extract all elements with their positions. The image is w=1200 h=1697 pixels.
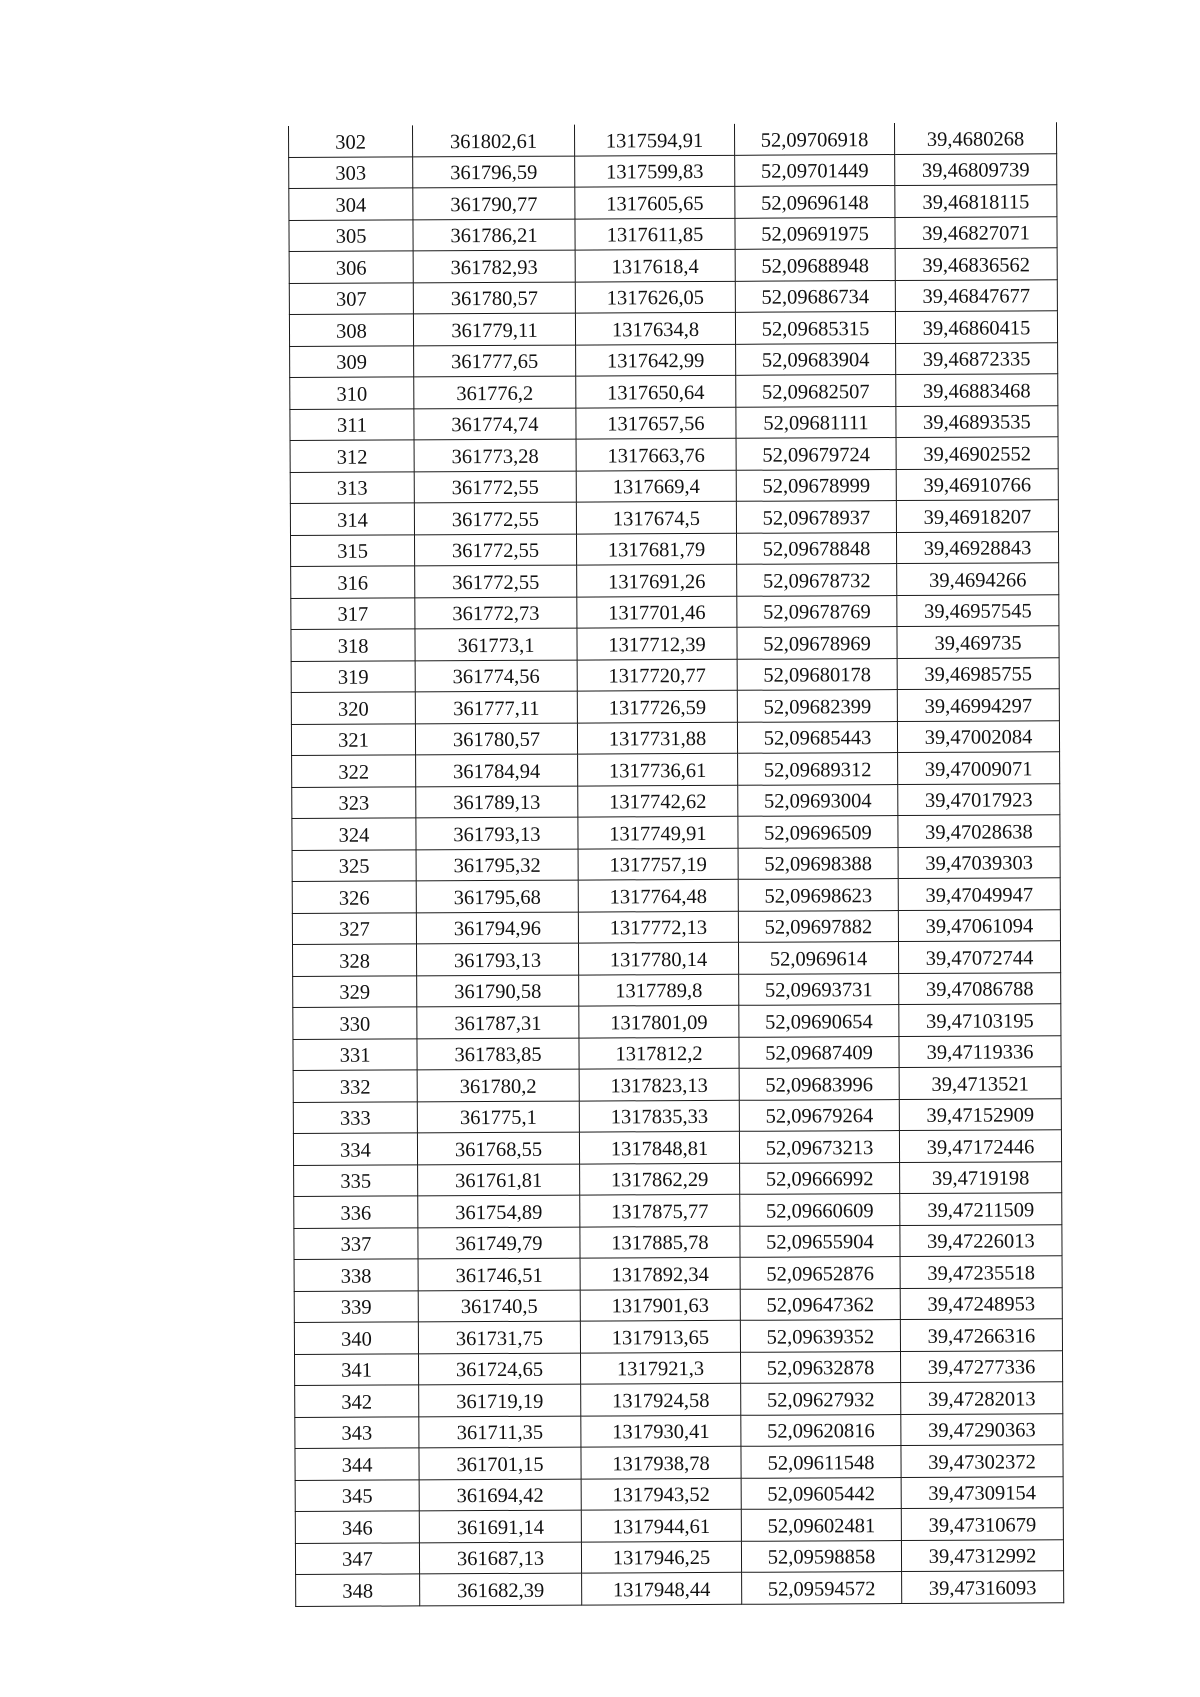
y-coordinate-cell: 1317757,19 — [578, 848, 738, 880]
table-row — [289, 216, 1057, 251]
point-number-cell: 302 — [289, 125, 413, 157]
table-row — [290, 531, 1058, 566]
table-row — [292, 752, 1060, 787]
x-coordinate-cell: 361795,68 — [416, 880, 578, 912]
x-coordinate-cell: 361777,65 — [414, 345, 576, 377]
table-row — [295, 1382, 1063, 1417]
point-number-cell: 305 — [289, 219, 413, 251]
table-row — [292, 909, 1060, 944]
point-number-cell: 332 — [293, 1070, 417, 1102]
longitude-cell: 39,46985755 — [897, 657, 1059, 689]
point-number-cell: 337 — [294, 1227, 418, 1259]
y-coordinate-cell: 1317611,85 — [575, 218, 735, 250]
y-coordinate-cell: 1317946,25 — [581, 1541, 741, 1573]
longitude-cell: 39,46893535 — [896, 405, 1058, 437]
longitude-cell: 39,47248953 — [900, 1287, 1062, 1319]
point-number-cell: 338 — [294, 1259, 418, 1291]
x-coordinate-cell: 361775,1 — [417, 1101, 579, 1133]
latitude-cell: 52,09679724 — [736, 438, 896, 470]
table-row — [292, 783, 1060, 818]
longitude-cell: 39,4694266 — [897, 563, 1059, 595]
table-row — [291, 594, 1059, 629]
longitude-cell: 39,47302372 — [901, 1445, 1063, 1477]
table-row — [289, 311, 1057, 346]
longitude-cell: 39,4719198 — [900, 1161, 1062, 1193]
latitude-cell: 52,09683904 — [736, 343, 896, 375]
longitude-cell: 39,46872335 — [896, 342, 1058, 374]
table-row — [295, 1508, 1063, 1543]
y-coordinate-cell: 1317691,26 — [577, 564, 737, 596]
point-number-cell: 341 — [295, 1353, 419, 1385]
longitude-cell: 39,47061094 — [898, 909, 1060, 941]
longitude-cell: 39,47086788 — [899, 972, 1061, 1004]
latitude-cell: 52,09678769 — [737, 595, 897, 627]
point-number-cell: 325 — [292, 849, 416, 881]
latitude-cell: 52,09611548 — [741, 1446, 901, 1478]
x-coordinate-cell: 361773,28 — [414, 439, 576, 471]
x-coordinate-cell: 361794,96 — [416, 912, 578, 944]
x-coordinate-cell: 361783,85 — [417, 1038, 579, 1070]
y-coordinate-cell: 1317749,91 — [578, 816, 738, 848]
x-coordinate-cell: 361761,81 — [418, 1164, 580, 1196]
table-row — [294, 1161, 1062, 1196]
table-row — [290, 374, 1058, 409]
x-coordinate-cell: 361780,2 — [417, 1069, 579, 1101]
longitude-cell: 39,46883468 — [896, 374, 1058, 406]
latitude-cell: 52,09605442 — [741, 1477, 901, 1509]
longitude-cell: 39,46918207 — [896, 500, 1058, 532]
table-row — [289, 153, 1057, 188]
latitude-cell: 52,09655904 — [740, 1225, 900, 1257]
point-number-cell: 318 — [291, 629, 415, 661]
y-coordinate-cell: 1317626,05 — [575, 281, 735, 313]
latitude-cell: 52,09693731 — [739, 973, 899, 1005]
x-coordinate-cell: 361711,35 — [419, 1416, 581, 1448]
longitude-cell: 39,46809739 — [895, 153, 1057, 185]
table-row — [289, 185, 1057, 220]
x-coordinate-cell: 361740,5 — [418, 1290, 580, 1322]
x-coordinate-cell: 361694,42 — [419, 1479, 581, 1511]
table-row — [296, 1571, 1064, 1606]
y-coordinate-cell: 1317726,59 — [577, 690, 737, 722]
longitude-cell: 39,47235518 — [900, 1256, 1062, 1288]
longitude-cell: 39,47309154 — [901, 1476, 1063, 1508]
latitude-cell: 52,09696509 — [738, 816, 898, 848]
latitude-cell: 52,09685315 — [735, 312, 895, 344]
point-number-cell: 342 — [295, 1385, 419, 1417]
y-coordinate-cell: 1317669,4 — [576, 470, 736, 502]
point-number-cell: 308 — [289, 314, 413, 346]
x-coordinate-cell: 361780,57 — [415, 723, 577, 755]
x-coordinate-cell: 361754,89 — [418, 1195, 580, 1227]
point-number-cell: 313 — [290, 471, 414, 503]
y-coordinate-cell: 1317764,48 — [578, 879, 738, 911]
latitude-cell: 52,09598858 — [741, 1540, 901, 1572]
table-row — [289, 248, 1057, 283]
y-coordinate-cell: 1317634,8 — [575, 312, 735, 344]
latitude-cell: 52,09680178 — [737, 658, 897, 690]
point-number-cell: 307 — [289, 282, 413, 314]
latitude-cell: 52,09679264 — [739, 1099, 899, 1131]
table-row — [292, 846, 1060, 881]
x-coordinate-cell: 361772,55 — [414, 534, 576, 566]
x-coordinate-cell: 361772,55 — [414, 502, 576, 534]
point-number-cell: 330 — [293, 1007, 417, 1039]
longitude-cell: 39,47211509 — [900, 1193, 1062, 1225]
longitude-cell: 39,47277336 — [900, 1350, 1062, 1382]
table-row — [295, 1413, 1063, 1448]
point-number-cell: 331 — [293, 1038, 417, 1070]
longitude-cell: 39,46860415 — [895, 311, 1057, 343]
y-coordinate-cell: 1317823,13 — [579, 1068, 739, 1100]
table-row — [292, 815, 1060, 850]
latitude-cell: 52,09666992 — [740, 1162, 900, 1194]
table-row — [293, 972, 1061, 1007]
y-coordinate-cell: 1317924,58 — [581, 1383, 741, 1415]
longitude-cell: 39,47290363 — [901, 1413, 1063, 1445]
y-coordinate-cell: 1317599,83 — [575, 155, 735, 187]
point-number-cell: 306 — [289, 251, 413, 283]
longitude-cell: 39,47017923 — [898, 783, 1060, 815]
latitude-cell: 52,09681111 — [736, 406, 896, 438]
table-row — [293, 1035, 1061, 1070]
latitude-cell: 52,09673213 — [739, 1131, 899, 1163]
x-coordinate-cell: 361687,13 — [419, 1542, 581, 1574]
latitude-cell: 52,09685443 — [737, 721, 897, 753]
latitude-cell: 52,09698623 — [738, 879, 898, 911]
x-coordinate-cell: 361691,14 — [419, 1510, 581, 1542]
longitude-cell: 39,47009071 — [898, 752, 1060, 784]
point-number-cell: 346 — [295, 1511, 419, 1543]
x-coordinate-cell: 361749,79 — [418, 1227, 580, 1259]
y-coordinate-cell: 1317663,76 — [576, 438, 736, 470]
table-row — [289, 279, 1057, 314]
x-coordinate-cell: 361776,2 — [414, 376, 576, 408]
point-number-cell: 343 — [295, 1416, 419, 1448]
longitude-cell: 39,46957545 — [897, 594, 1059, 626]
table-row — [294, 1256, 1062, 1291]
longitude-cell: 39,47266316 — [900, 1319, 1062, 1351]
latitude-cell: 52,09627932 — [741, 1383, 901, 1415]
longitude-cell: 39,46827071 — [895, 216, 1057, 248]
latitude-cell: 52,09652876 — [740, 1257, 900, 1289]
y-coordinate-cell: 1317674,5 — [576, 501, 736, 533]
x-coordinate-cell: 361796,59 — [413, 156, 575, 188]
y-coordinate-cell: 1317642,99 — [576, 344, 736, 376]
longitude-cell: 39,47152909 — [899, 1098, 1061, 1130]
x-coordinate-cell: 361768,55 — [417, 1132, 579, 1164]
table-row — [291, 720, 1059, 755]
point-number-cell: 334 — [293, 1133, 417, 1165]
longitude-cell: 39,4680268 — [894, 122, 1056, 154]
point-number-cell: 329 — [293, 975, 417, 1007]
y-coordinate-cell: 1317892,34 — [580, 1257, 740, 1289]
x-coordinate-cell: 361790,77 — [413, 187, 575, 219]
x-coordinate-cell: 361701,15 — [419, 1447, 581, 1479]
table-row — [290, 500, 1058, 535]
y-coordinate-cell: 1317812,2 — [579, 1037, 739, 1069]
point-number-cell: 333 — [293, 1101, 417, 1133]
x-coordinate-cell: 361789,13 — [416, 786, 578, 818]
table-row — [290, 342, 1058, 377]
table-row — [295, 1539, 1063, 1574]
point-number-cell: 309 — [290, 345, 414, 377]
latitude-cell: 52,09682399 — [737, 690, 897, 722]
longitude-cell: 39,46818115 — [895, 185, 1057, 217]
longitude-cell: 39,47002084 — [897, 720, 1059, 752]
y-coordinate-cell: 1317594,91 — [574, 124, 734, 156]
latitude-cell: 52,09693004 — [738, 784, 898, 816]
latitude-cell: 52,09697882 — [738, 910, 898, 942]
y-coordinate-cell: 1317720,77 — [577, 659, 737, 691]
latitude-cell: 52,09698388 — [738, 847, 898, 879]
point-number-cell: 345 — [295, 1479, 419, 1511]
x-coordinate-cell: 361773,1 — [415, 628, 577, 660]
coordinates-table — [288, 122, 1064, 1606]
point-number-cell: 311 — [290, 408, 414, 440]
x-coordinate-cell: 361784,94 — [416, 754, 578, 786]
x-coordinate-cell: 361719,19 — [419, 1384, 581, 1416]
table-row — [295, 1445, 1063, 1480]
latitude-cell: 52,09632878 — [740, 1351, 900, 1383]
table-row — [293, 1067, 1061, 1102]
table-row — [295, 1476, 1063, 1511]
longitude-cell: 39,47049947 — [898, 878, 1060, 910]
table-row — [291, 626, 1059, 661]
longitude-cell: 39,47226013 — [900, 1224, 1062, 1256]
latitude-cell: 52,09689312 — [738, 753, 898, 785]
latitude-cell: 52,09678732 — [737, 564, 897, 596]
y-coordinate-cell: 1317885,78 — [580, 1226, 740, 1258]
point-number-cell: 314 — [290, 503, 414, 535]
point-number-cell: 328 — [292, 944, 416, 976]
y-coordinate-cell: 1317943,52 — [581, 1478, 741, 1510]
x-coordinate-cell: 361793,13 — [416, 817, 578, 849]
y-coordinate-cell: 1317701,46 — [577, 596, 737, 628]
table-row — [294, 1224, 1062, 1259]
longitude-cell: 39,46928843 — [896, 531, 1058, 563]
y-coordinate-cell: 1317801,09 — [579, 1005, 739, 1037]
longitude-cell: 39,46994297 — [897, 689, 1059, 721]
table-row — [293, 1004, 1061, 1039]
latitude-cell: 52,09706918 — [734, 123, 894, 155]
longitude-cell: 39,47103195 — [899, 1004, 1061, 1036]
latitude-cell: 52,09660609 — [740, 1194, 900, 1226]
table-row — [294, 1319, 1062, 1354]
point-number-cell: 326 — [292, 881, 416, 913]
point-number-cell: 340 — [294, 1322, 418, 1354]
y-coordinate-cell: 1317848,81 — [579, 1131, 739, 1163]
table-row — [290, 437, 1058, 472]
table-row — [290, 468, 1058, 503]
y-coordinate-cell: 1317875,77 — [580, 1194, 740, 1226]
latitude-cell: 52,09678937 — [736, 501, 896, 533]
table-row — [289, 122, 1057, 157]
table-row — [291, 689, 1059, 724]
latitude-cell: 52,09602481 — [741, 1509, 901, 1541]
point-number-cell: 323 — [292, 786, 416, 818]
x-coordinate-cell: 361786,21 — [413, 219, 575, 251]
latitude-cell: 52,0969614 — [738, 942, 898, 974]
latitude-cell: 52,09688948 — [735, 249, 895, 281]
y-coordinate-cell: 1317780,14 — [578, 942, 738, 974]
latitude-cell: 52,09678848 — [736, 532, 896, 564]
x-coordinate-cell: 361795,32 — [416, 849, 578, 881]
x-coordinate-cell: 361780,57 — [413, 282, 575, 314]
latitude-cell: 52,09701449 — [735, 154, 895, 186]
y-coordinate-cell: 1317938,78 — [581, 1446, 741, 1478]
latitude-cell: 52,09594572 — [742, 1572, 902, 1604]
y-coordinate-cell: 1317650,64 — [576, 375, 736, 407]
table-row — [291, 563, 1059, 598]
latitude-cell: 52,09678969 — [737, 627, 897, 659]
y-coordinate-cell: 1317681,79 — [576, 533, 736, 565]
point-number-cell: 304 — [289, 188, 413, 220]
y-coordinate-cell: 1317913,65 — [580, 1320, 740, 1352]
longitude-cell: 39,47039303 — [898, 846, 1060, 878]
table-row — [295, 1350, 1063, 1385]
point-number-cell: 348 — [296, 1574, 420, 1606]
x-coordinate-cell: 361802,61 — [412, 125, 574, 157]
latitude-cell: 52,09639352 — [740, 1320, 900, 1352]
table-row — [292, 878, 1060, 913]
x-coordinate-cell: 361682,39 — [420, 1573, 582, 1605]
point-number-cell: 312 — [290, 440, 414, 472]
longitude-cell: 39,46910766 — [896, 468, 1058, 500]
x-coordinate-cell: 361774,56 — [415, 660, 577, 692]
point-number-cell: 335 — [294, 1164, 418, 1196]
point-number-cell: 310 — [290, 377, 414, 409]
y-coordinate-cell: 1317736,61 — [578, 753, 738, 785]
x-coordinate-cell: 361731,75 — [418, 1321, 580, 1353]
latitude-cell: 52,09682507 — [736, 375, 896, 407]
longitude-cell: 39,47316093 — [902, 1571, 1064, 1603]
y-coordinate-cell: 1317657,56 — [576, 407, 736, 439]
point-number-cell: 303 — [289, 156, 413, 188]
latitude-cell: 52,09691975 — [735, 217, 895, 249]
latitude-cell: 52,09690654 — [739, 1005, 899, 1037]
y-coordinate-cell: 1317921,3 — [580, 1352, 740, 1384]
longitude-cell: 39,46836562 — [895, 248, 1057, 280]
y-coordinate-cell: 1317901,63 — [580, 1289, 740, 1321]
y-coordinate-cell: 1317712,39 — [577, 627, 737, 659]
x-coordinate-cell: 361772,55 — [415, 565, 577, 597]
point-number-cell: 315 — [290, 534, 414, 566]
point-number-cell: 324 — [292, 818, 416, 850]
longitude-cell: 39,47310679 — [901, 1508, 1063, 1540]
point-number-cell: 316 — [291, 566, 415, 598]
longitude-cell: 39,46847677 — [895, 279, 1057, 311]
latitude-cell: 52,09696148 — [735, 186, 895, 218]
x-coordinate-cell: 361793,13 — [416, 943, 578, 975]
x-coordinate-cell: 361774,74 — [414, 408, 576, 440]
point-number-cell: 317 — [291, 597, 415, 629]
point-number-cell: 321 — [291, 723, 415, 755]
point-number-cell: 320 — [291, 692, 415, 724]
point-number-cell: 344 — [295, 1448, 419, 1480]
x-coordinate-cell: 361777,11 — [415, 691, 577, 723]
x-coordinate-cell: 361724,65 — [418, 1353, 580, 1385]
x-coordinate-cell: 361790,58 — [417, 975, 579, 1007]
table-row — [293, 1098, 1061, 1133]
point-number-cell: 336 — [294, 1196, 418, 1228]
latitude-cell: 52,09686734 — [735, 280, 895, 312]
table-row — [290, 405, 1058, 440]
point-number-cell: 339 — [294, 1290, 418, 1322]
point-number-cell: 322 — [292, 755, 416, 787]
y-coordinate-cell: 1317930,41 — [581, 1415, 741, 1447]
longitude-cell: 39,469735 — [897, 626, 1059, 658]
longitude-cell: 39,47282013 — [901, 1382, 1063, 1414]
table-row — [294, 1193, 1062, 1228]
latitude-cell: 52,09683996 — [739, 1068, 899, 1100]
table-row — [294, 1287, 1062, 1322]
table-row — [291, 657, 1059, 692]
y-coordinate-cell: 1317772,13 — [578, 911, 738, 943]
y-coordinate-cell: 1317944,61 — [581, 1509, 741, 1541]
y-coordinate-cell: 1317731,88 — [577, 722, 737, 754]
point-number-cell: 319 — [291, 660, 415, 692]
y-coordinate-cell: 1317742,62 — [578, 785, 738, 817]
x-coordinate-cell: 361787,31 — [417, 1006, 579, 1038]
table-row — [292, 941, 1060, 976]
longitude-cell: 39,47312992 — [901, 1539, 1063, 1571]
longitude-cell: 39,47172446 — [899, 1130, 1061, 1162]
latitude-cell: 52,09678999 — [736, 469, 896, 501]
y-coordinate-cell: 1317835,33 — [579, 1100, 739, 1132]
longitude-cell: 39,4713521 — [899, 1067, 1061, 1099]
table-row — [293, 1130, 1061, 1165]
latitude-cell: 52,09620816 — [741, 1414, 901, 1446]
latitude-cell: 52,09647362 — [740, 1288, 900, 1320]
y-coordinate-cell: 1317789,8 — [579, 974, 739, 1006]
x-coordinate-cell: 361782,93 — [413, 250, 575, 282]
longitude-cell: 39,47028638 — [898, 815, 1060, 847]
x-coordinate-cell: 361746,51 — [418, 1258, 580, 1290]
point-number-cell: 327 — [292, 912, 416, 944]
longitude-cell: 39,47119336 — [899, 1035, 1061, 1067]
x-coordinate-cell: 361772,55 — [414, 471, 576, 503]
point-number-cell: 347 — [295, 1542, 419, 1574]
x-coordinate-cell: 361779,11 — [413, 313, 575, 345]
y-coordinate-cell: 1317605,65 — [575, 186, 735, 218]
latitude-cell: 52,09687409 — [739, 1036, 899, 1068]
longitude-cell: 39,47072744 — [898, 941, 1060, 973]
y-coordinate-cell: 1317862,29 — [580, 1163, 740, 1195]
x-coordinate-cell: 361772,73 — [415, 597, 577, 629]
y-coordinate-cell: 1317948,44 — [582, 1572, 742, 1604]
y-coordinate-cell: 1317618,4 — [575, 249, 735, 281]
coordinates-table-body — [289, 122, 1064, 1606]
longitude-cell: 39,46902552 — [896, 437, 1058, 469]
